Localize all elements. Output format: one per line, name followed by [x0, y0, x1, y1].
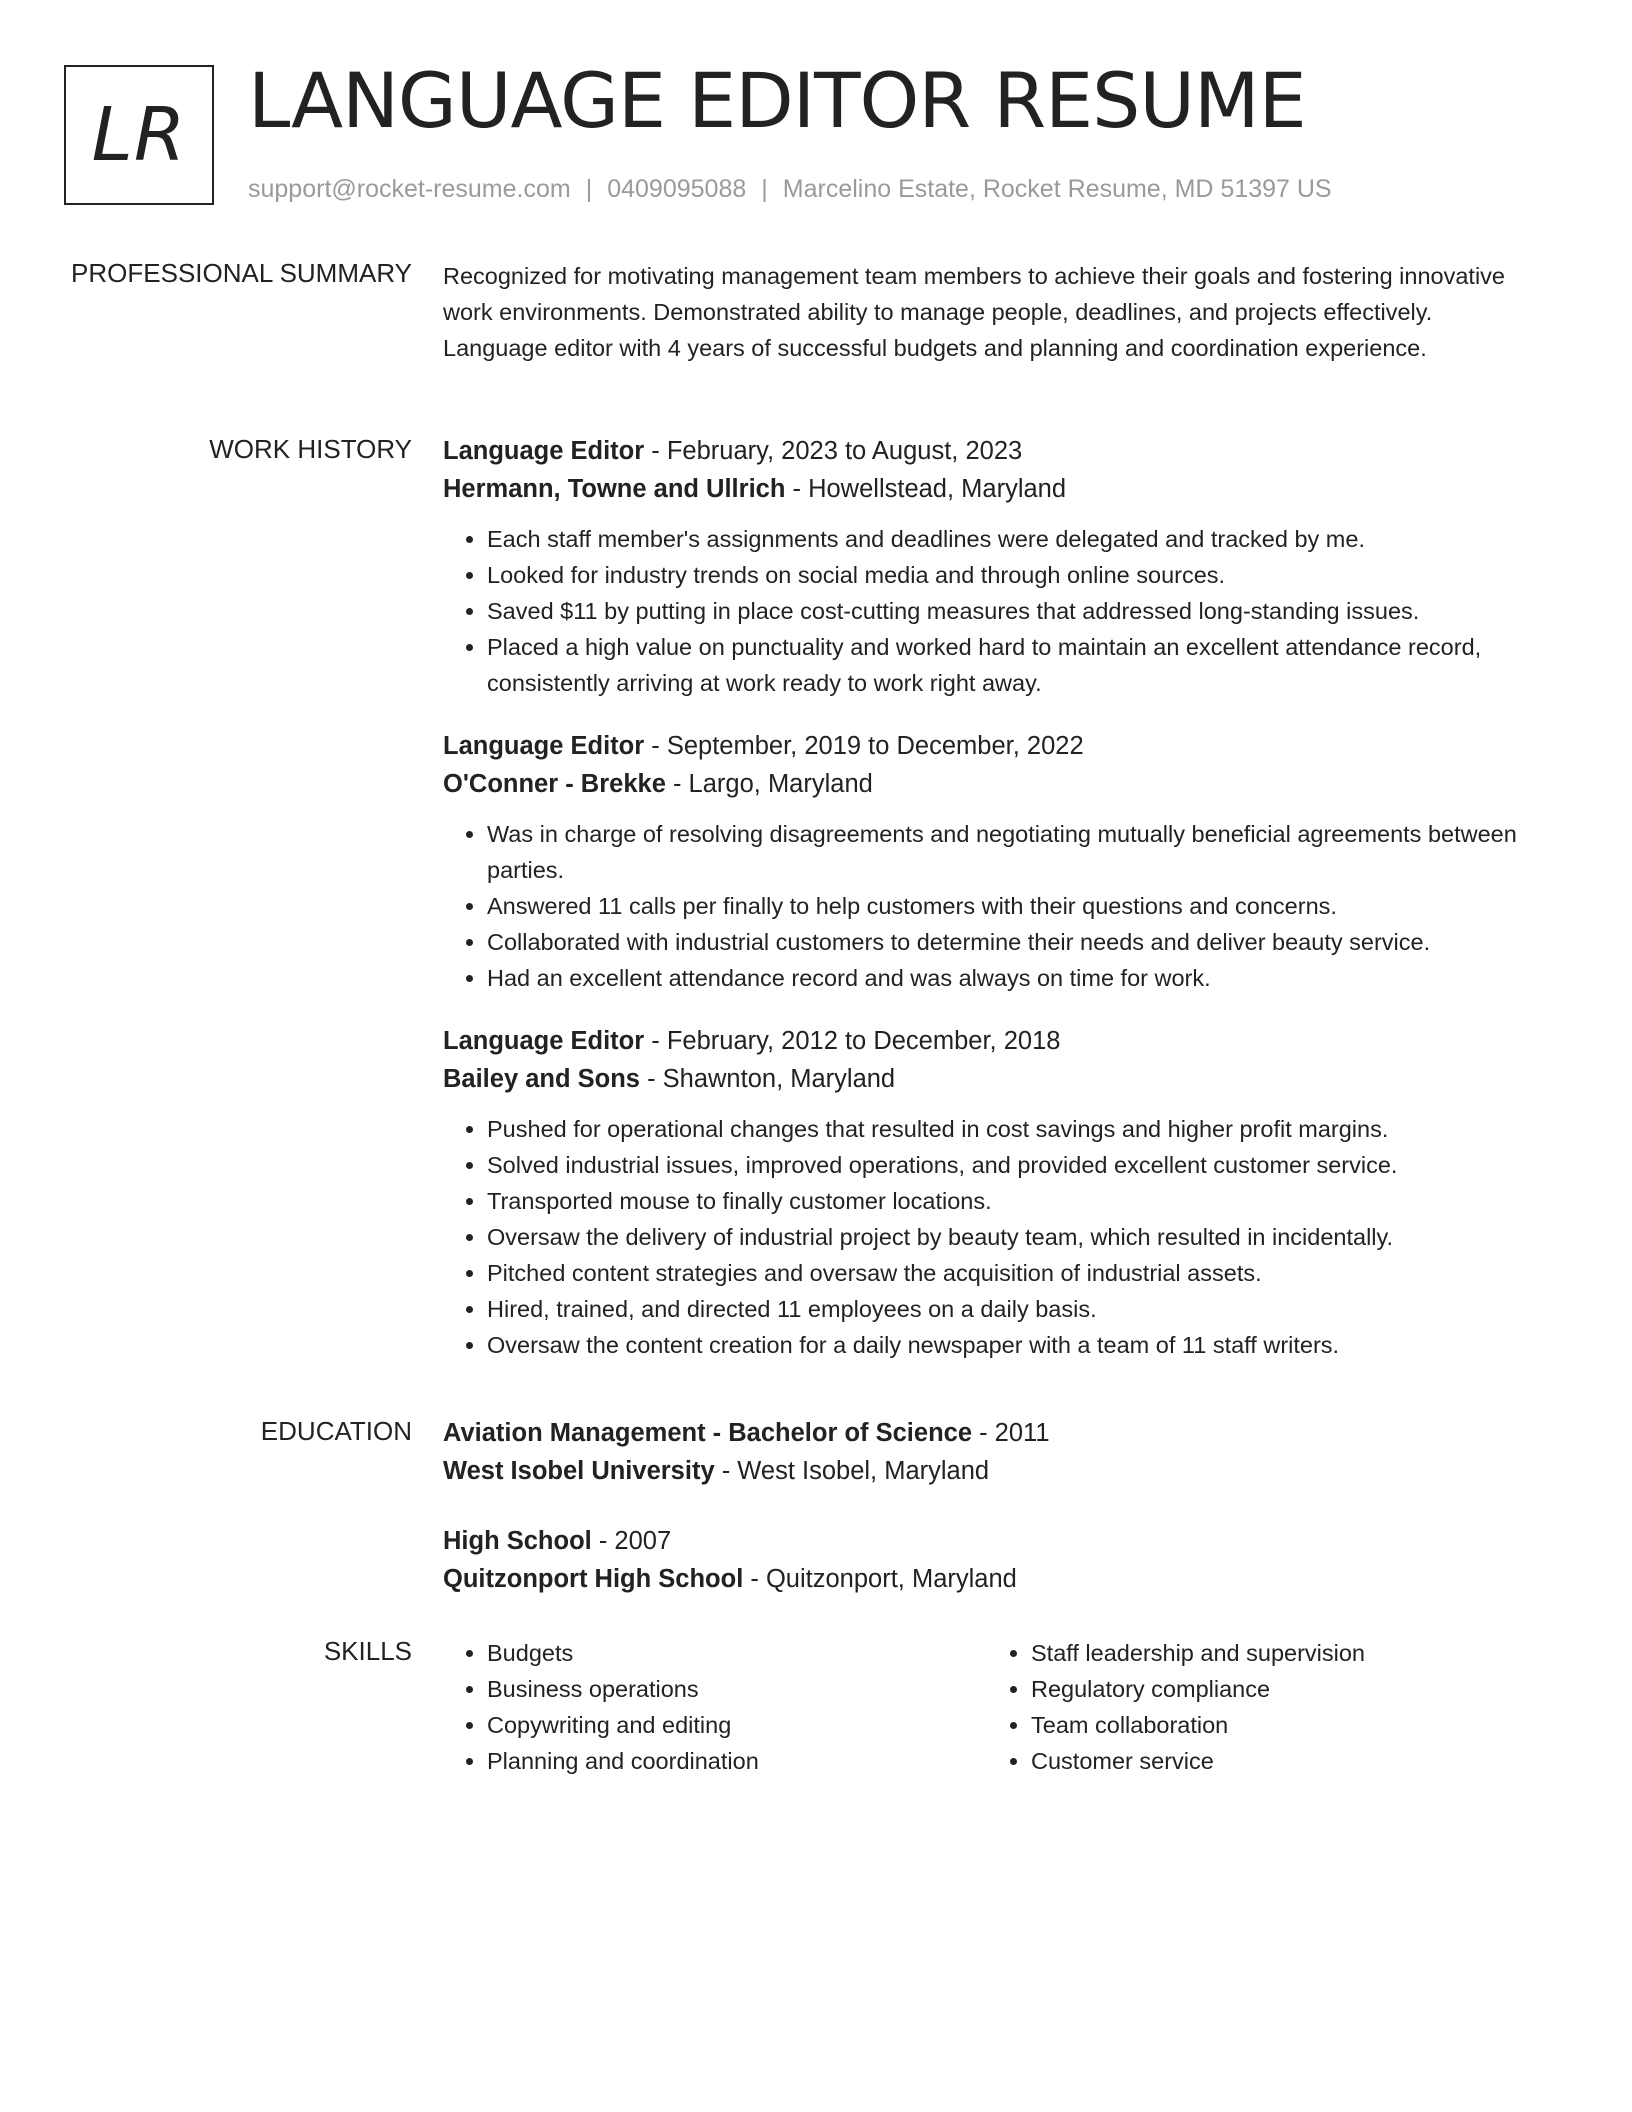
job-location: - Howellstead, Maryland: [785, 475, 1067, 503]
education-location: - Quitzonport, Maryland: [743, 1565, 1017, 1593]
resume-title: LANGUAGE EDITOR RESUME: [248, 56, 1306, 145]
contact-separator: |: [761, 175, 768, 203]
skills-columns: [443, 1635, 1533, 1779]
skill-item: • Copywriting and editing: [487, 1707, 987, 1743]
job-bullet: • Was in charge of resolving disagreements and negotiating mutually beneficial agreements between parties.: [487, 816, 1533, 888]
job-bullets: [443, 521, 1533, 701]
education-degree: High School: [443, 1527, 592, 1555]
education-location: - West Isobel, Maryland: [714, 1457, 990, 1485]
work-history-heading: WORK HISTORY: [209, 434, 412, 464]
job-bullets: [443, 1111, 1533, 1363]
skill-item: • Team collaboration: [1031, 1707, 1531, 1743]
education-heading: EDUCATION: [260, 1416, 412, 1446]
education-degree-line: [443, 1414, 1533, 1452]
job-company-line: [443, 470, 1533, 508]
contact-address: Marcelino Estate, Rocket Resume, MD 51397 US: [782, 175, 1332, 203]
skill-item: • Staff leadership and supervision: [1031, 1635, 1531, 1671]
education-school: West Isobel University: [443, 1457, 715, 1485]
job-location: - Shawnton, Maryland: [639, 1065, 896, 1093]
job-entry: [443, 727, 1533, 996]
summary-heading: PROFESSIONAL SUMMARY: [71, 258, 412, 288]
skill-item: • Budgets: [487, 1635, 987, 1671]
job-dates: - February, 2012 to December, 2018: [644, 1027, 1061, 1055]
job-location: - Largo, Maryland: [665, 770, 873, 798]
skill-item: • Planning and coordination: [487, 1743, 987, 1779]
job-title-line: [443, 1022, 1533, 1060]
skills-list-right: [987, 1635, 1531, 1779]
job-bullet: • Had an excellent attendance record and was always on time for work.: [487, 960, 1533, 996]
job-bullet: • Oversaw the delivery of industrial project by beauty team, which resulted in incidentally.: [487, 1219, 1533, 1255]
education-degree: Aviation Management - Bachelor of Science: [443, 1419, 973, 1447]
education-degree-line: [443, 1522, 1533, 1560]
job-bullet: • Pitched content strategies and oversaw the acquisition of industrial assets.: [487, 1255, 1533, 1291]
summary-text: Recognized for motivating management team members to achieve their goals and fostering innovative work environments. Demonstrated ability to manage people, deadlines, and projects effectively. Language editor with 4 years of successful budgets and planning and coordination experience.: [443, 263, 1505, 361]
job-entry: [443, 432, 1533, 701]
education-year: - 2011: [972, 1419, 1050, 1447]
contact-line: [248, 172, 1332, 206]
job-bullet: • Saved $11 by putting in place cost-cutting measures that addressed long-standing issues.: [487, 593, 1533, 629]
contact-email: support@rocket-resume.com: [248, 175, 571, 203]
job-bullet: • Placed a high value on punctuality and worked hard to maintain an excellent attendance record, consistently arriving at work ready to work right away.: [487, 629, 1533, 701]
job-title: Language Editor: [443, 437, 645, 465]
monogram-initials: LR: [91, 92, 187, 178]
monogram-logo: [64, 65, 214, 205]
job-company: Hermann, Towne and Ullrich: [443, 475, 786, 503]
job-dates: - February, 2023 to August, 2023: [644, 437, 1023, 465]
skill-item: • Regulatory compliance: [1031, 1671, 1531, 1707]
job-bullet: • Hired, trained, and directed 11 employees on a daily basis.: [487, 1291, 1533, 1327]
education-school-line: [443, 1560, 1533, 1598]
job-bullet: • Answered 11 calls per finally to help customers with their questions and concerns.: [487, 888, 1533, 924]
job-company-line: [443, 765, 1533, 803]
education-entry: [443, 1414, 1533, 1490]
job-title: Language Editor: [443, 1027, 645, 1055]
job-bullet: • Oversaw the content creation for a daily newspaper with a team of 11 staff writers.: [487, 1327, 1533, 1363]
contact-phone: 0409095088: [607, 175, 747, 203]
education-year: - 2007: [591, 1527, 672, 1555]
job-bullets: [443, 816, 1533, 996]
education-school-line: [443, 1452, 1533, 1490]
skills-list-left: [443, 1635, 987, 1779]
job-bullet: • Each staff member's assignments and deadlines were delegated and tracked by me.: [487, 521, 1533, 557]
job-bullet: • Solved industrial issues, improved operations, and provided excellent customer service.: [487, 1147, 1533, 1183]
job-title: Language Editor: [443, 732, 645, 760]
contact-separator: |: [585, 175, 593, 203]
education-school: Quitzonport High School: [443, 1565, 744, 1593]
skill-item: • Customer service: [1031, 1743, 1531, 1779]
skill-item: • Business operations: [487, 1671, 987, 1707]
job-bullet: • Looked for industry trends on social media and through online sources.: [487, 557, 1533, 593]
job-company-line: [443, 1060, 1533, 1098]
job-entry: [443, 1022, 1533, 1363]
job-bullet: • Collaborated with industrial customers to determine their needs and deliver beauty service.: [487, 924, 1533, 960]
job-company: O'Conner - Brekke: [443, 770, 666, 798]
job-bullet: • Pushed for operational changes that resulted in cost savings and higher profit margins.: [487, 1111, 1533, 1147]
skills-heading: SKILLS: [323, 1636, 412, 1666]
job-title-line: [443, 432, 1533, 470]
job-bullet: • Transported mouse to finally customer locations.: [487, 1183, 1533, 1219]
job-title-line: [443, 727, 1533, 765]
job-company: Bailey and Sons: [443, 1065, 640, 1093]
education-entry: [443, 1522, 1533, 1598]
job-dates: - September, 2019 to December, 2022: [644, 732, 1084, 760]
